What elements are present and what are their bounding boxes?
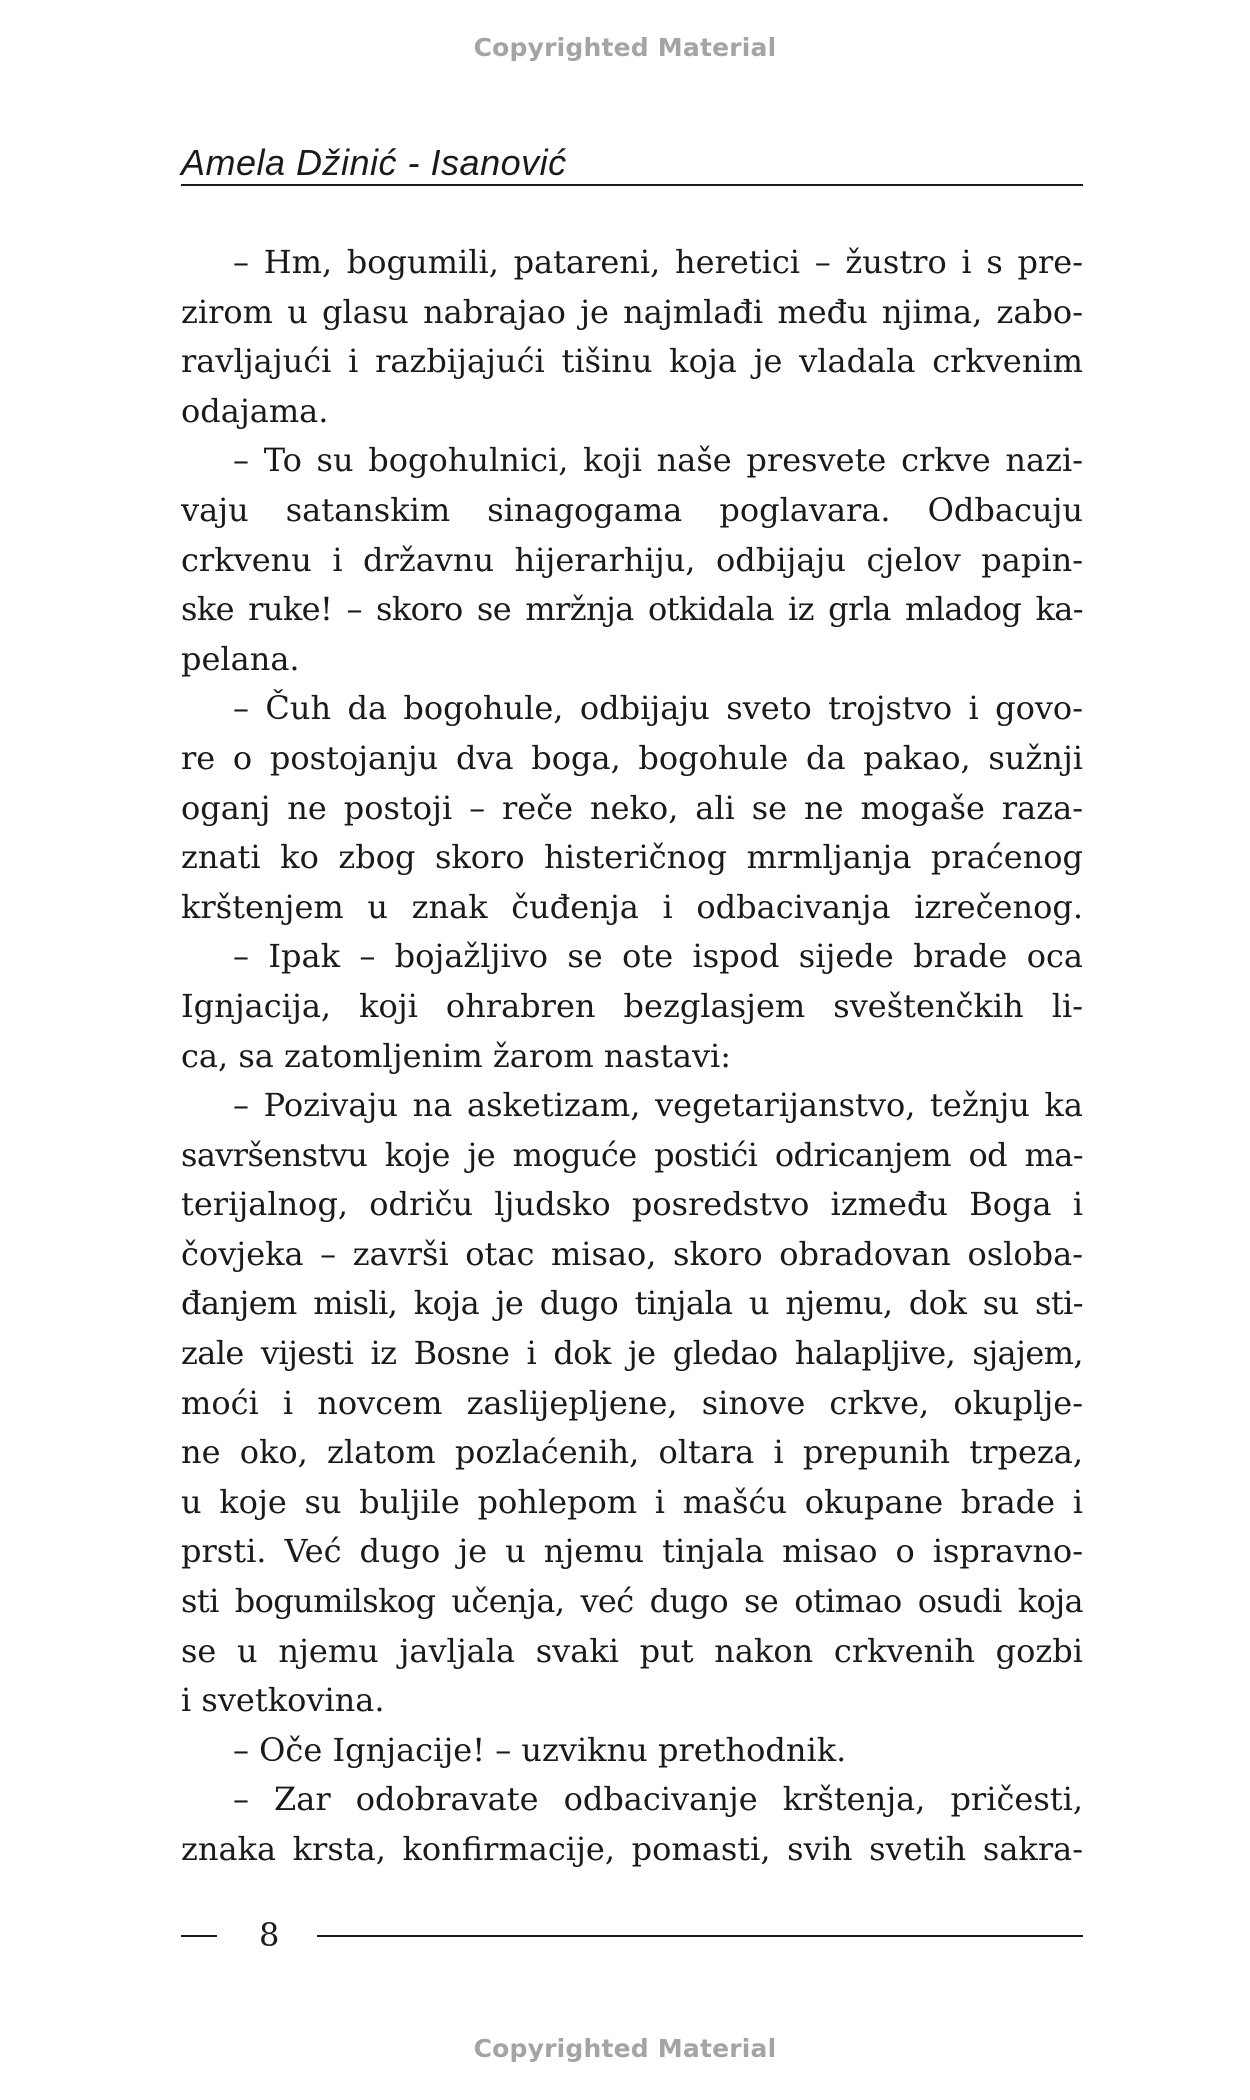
text-line: krštenjem u znak čuđenja i odbacivanja izrečenog. [181, 887, 1083, 926]
copyright-watermark-top: Copyrighted Material [473, 33, 777, 62]
text-line: đanjem misli, koja je dugo tinjala u njemu, dok su sti- [181, 1284, 1083, 1323]
text-line: ne oko, zlatom pozlaćenih, oltara i prepunih trpeza, [181, 1433, 1083, 1472]
text-line: crkvenu i državnu hijerarhiju, odbijaju cjelov papin- [181, 540, 1083, 579]
text-line: – Pozivaju na asketizam, vegetarijanstvo, težnju ka [233, 1086, 1083, 1125]
body-text [181, 238, 1083, 1875]
text-line: prsti. Već dugo je u njemu tinjala misao o ispravno- [181, 1532, 1083, 1571]
text-line: terijalnog, odriču ljudsko posredstvo između Boga i [181, 1185, 1083, 1224]
text-line: sti bogumilskog učenja, već dugo se otimao osudi koja [181, 1582, 1083, 1621]
text-line: znaka krsta, konfirmacije, pomasti, svih svetih sakra- [181, 1830, 1083, 1868]
text-line: – To su bogohulnici, koji naše presvete crkve nazi- [233, 441, 1083, 480]
page-footer [181, 1916, 1083, 1956]
text-line: zirom u glasu nabrajao je najmlađi među njima, zabo- [181, 292, 1083, 331]
text-line: Ignjacija, koji ohrabren bezglasjem sveštenčkih li- [181, 986, 1083, 1025]
text-line: znati ko zbog skoro histeričnog mrmljanja praćenog [181, 838, 1083, 877]
text-line: – Oče Ignjacije! – uzviknu prethodnik. [233, 1730, 847, 1769]
text-line: re o postojanju dva boga, bogohule da pakao, sužnji [181, 738, 1083, 777]
footer-rule [317, 1935, 1083, 1937]
text-line: čovjeka – završi otac misao, skoro obradovan osloba- [181, 1234, 1083, 1273]
text-line: u koje su buljile pohlepom i mašću okupane brade i [181, 1482, 1083, 1521]
text-line: ske ruke! – skoro se mržnja otkidala iz grla mladog ka- [181, 590, 1083, 629]
footer-dash [181, 1935, 217, 1937]
text-line: pelana. [181, 639, 300, 678]
running-head [181, 138, 1083, 186]
text-line: odajama. [181, 391, 329, 430]
text-line: zale vijesti iz Bosne i dok je gledao halapljive, sjajem, [181, 1334, 1083, 1373]
text-line: i svetkovina. [181, 1681, 385, 1720]
text-line: oganj ne postoji – reče neko, ali se ne mogaše raza- [181, 788, 1083, 827]
text-line: savršenstvu koje je moguće postići odricanjem od ma- [181, 1135, 1083, 1174]
page-number: 8 [259, 1916, 280, 1954]
text-line: ca, sa zatomljenim žarom nastavi: [181, 1036, 732, 1075]
text-line: se u njemu javljala svaki put nakon crkvenih gozbi [181, 1631, 1083, 1670]
text-line: – Čuh da bogohule, odbijaju sveto trojstvo i govo- [233, 689, 1083, 728]
text-line: – Zar odobravate odbacivanje krštenja, pričesti, [233, 1780, 1083, 1819]
text-line: moći i novcem zaslijepljene, sinove crkve, okuplje- [181, 1383, 1083, 1422]
copyright-watermark-bottom: Copyrighted Material [473, 2034, 777, 2063]
text-line: ravljajući i razbijajući tišinu koja je vladala crkvenim [181, 342, 1083, 381]
text-line: – Ipak – bojažljivo se ote ispod sijede brade oca [233, 937, 1083, 976]
author-name: Amela Džinić - Isanović [181, 142, 567, 183]
text-line: – Hm, bogumili, patareni, heretici – žustro i s pre- [233, 243, 1083, 281]
text-line: vaju satanskim sinagogama poglavara. Odbacuju [181, 490, 1083, 529]
